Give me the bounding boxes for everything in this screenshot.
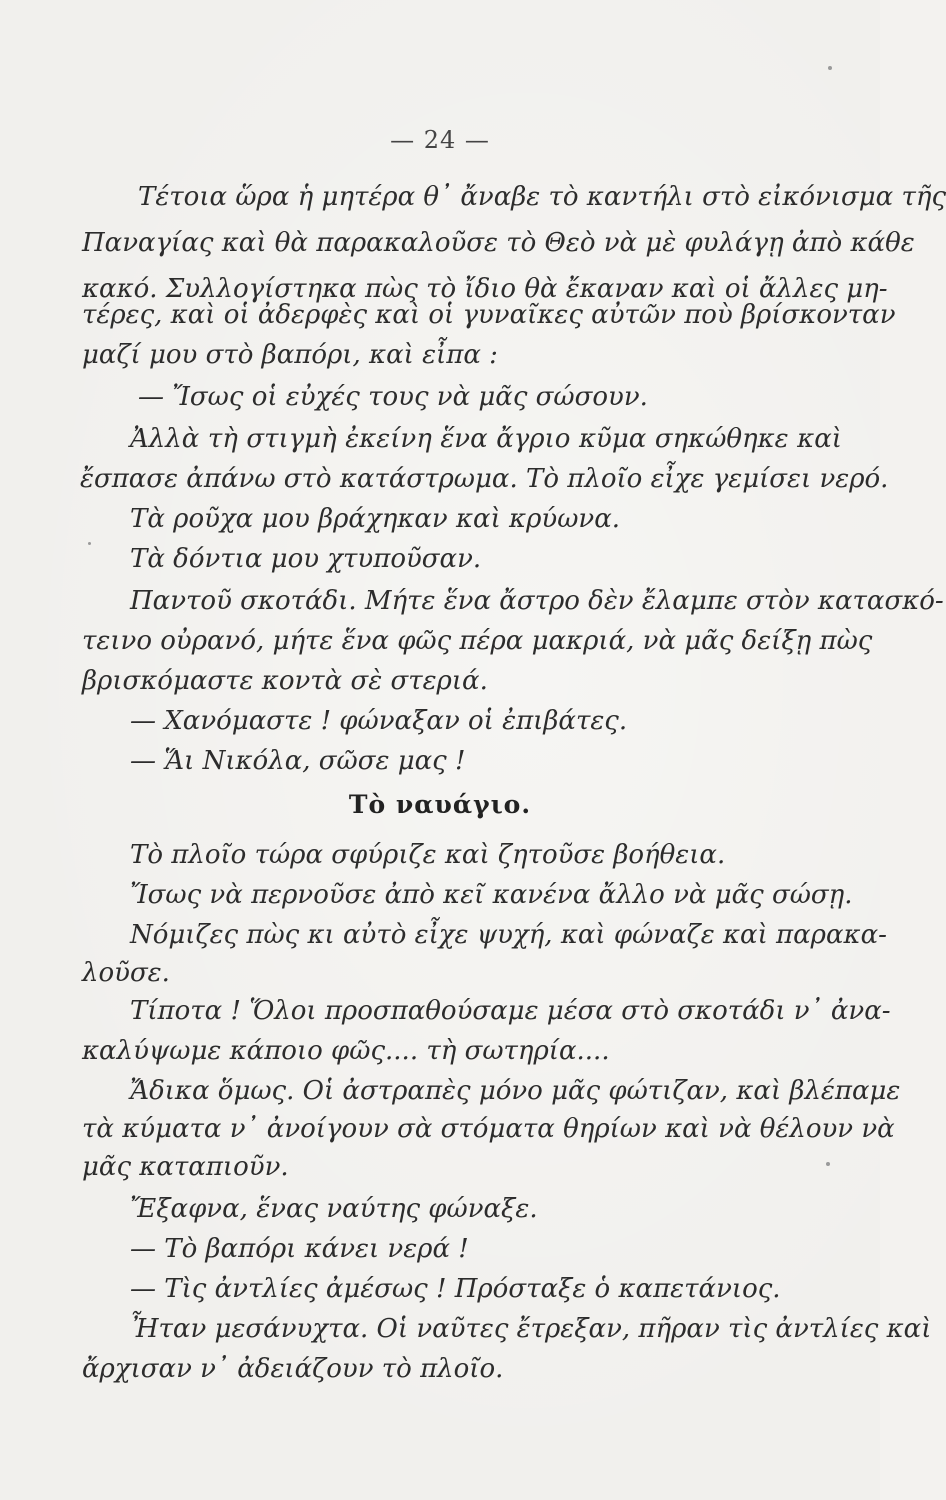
text-line: κακό. Συλλογίστηκα πὼς τὸ ἴδιο θὰ ἔκαναν καὶ οἱ ἄλλες μη-	[82, 274, 888, 304]
text-line: — Τὶς ἀντλίες ἀμέσως ! Πρόσταξε ὁ καπετάνιος.	[130, 1274, 781, 1304]
text-line: — Χανόμαστε ! φώναξαν οἱ ἐπιβάτες.	[130, 706, 628, 736]
text-line: Τίποτα ! Ὅλοι προσπαθούσαμε μέσα στὸ σκοτάδι ν᾽ ἀνα-	[130, 996, 891, 1026]
text-line: Ἦταν μεσάνυχτα. Οἱ ναῦτες ἔτρεξαν, πῆραν τὶς ἀντλίες καὶ	[130, 1314, 932, 1344]
text-line: τὰ κύματα ν᾽ ἀνοίγουν σὰ στόματα θηρίων καὶ νὰ θέλουν νὰ	[82, 1114, 895, 1144]
text-line: μᾶς καταπιοῦν.	[82, 1152, 289, 1182]
section-heading: Τὸ ναυάγιο.	[348, 790, 532, 819]
text-line: Ἴσως νὰ περνοῦσε ἀπὸ κεῖ κανένα ἄλλο νὰ μᾶς σώσῃ.	[130, 880, 853, 910]
text-line: μαζί μου στὸ βαπόρι, καὶ εἶπα :	[82, 340, 498, 370]
paper-speck	[826, 1162, 830, 1166]
text-line: Ἄδικα ὅμως. Οἱ ἀστραπὲς μόνο μᾶς φώτιζαν, καὶ βλέπαμε	[130, 1076, 901, 1106]
page-number: — 24 —	[390, 126, 490, 154]
text-line: — Ἅι Νικόλα, σῶσε μας !	[130, 746, 466, 776]
text-line: ἄρχισαν ν᾽ ἀδειάζουν τὸ πλοῖο.	[82, 1354, 504, 1384]
text-line: — Τὸ βαπόρι κάνει νερά !	[130, 1234, 469, 1264]
text-line: τεινο οὐρανό, μήτε ἕνα φῶς πέρα μακριά, νὰ μᾶς δείξῃ πὼς	[82, 626, 873, 656]
text-line: ἔσπασε ἀπάνω στὸ κατάστρωμα. Τὸ πλοῖο εἶχε γεμίσει νερό.	[80, 464, 889, 494]
text-line: καλύψωμε κάποιο φῶς.... τὴ σωτηρία....	[82, 1036, 610, 1066]
paper-speck	[88, 542, 91, 545]
text-line: λοῦσε.	[82, 958, 170, 988]
paper-speck	[828, 66, 832, 70]
text-line: Ἀλλὰ τὴ στιγμὴ ἐκείνη ἕνα ἄγριο κῦμα σηκώθηκε καὶ	[130, 424, 842, 454]
text-line: Τὰ δόντια μου χτυποῦσαν.	[130, 544, 482, 574]
text-line: Τὸ πλοῖο τώρα σφύριζε καὶ ζητοῦσε βοήθεια.	[130, 840, 726, 870]
text-line: Τὰ ροῦχα μου βράχηκαν καὶ κρύωνα.	[130, 504, 621, 534]
text-line: Νόμιζες πὼς κι αὐτὸ εἶχε ψυχή, καὶ φώναζε καὶ παρακα-	[130, 920, 887, 950]
text-line: Ἔξαφνα, ἕνας ναύτης φώναξε.	[130, 1194, 538, 1224]
text-line: Τέτοια ὥρα ἡ μητέρα θ᾽ ἄναβε τὸ καντήλι στὸ εἰκόνισμα τῆς	[138, 182, 946, 212]
text-line: Παναγίας καὶ θὰ παρακαλοῦσε τὸ Θεὸ νὰ μὲ φυλάγῃ ἀπὸ κάθε	[82, 228, 915, 258]
text-line: τέρες, καὶ οἱ ἀδερφὲς καὶ οἱ γυναῖκες αὐτῶν ποὺ βρίσκονταν	[82, 300, 896, 330]
text-line: Παντοῦ σκοτάδι. Μήτε ἕνα ἄστρο δὲν ἔλαμπε στὸν κατασκό-	[130, 586, 944, 616]
text-line: βρισκόμαστε κοντὰ σὲ στεριά.	[82, 666, 488, 696]
text-line: — Ἴσως οἱ εὐχές τους νὰ μᾶς σώσουν.	[138, 382, 648, 412]
